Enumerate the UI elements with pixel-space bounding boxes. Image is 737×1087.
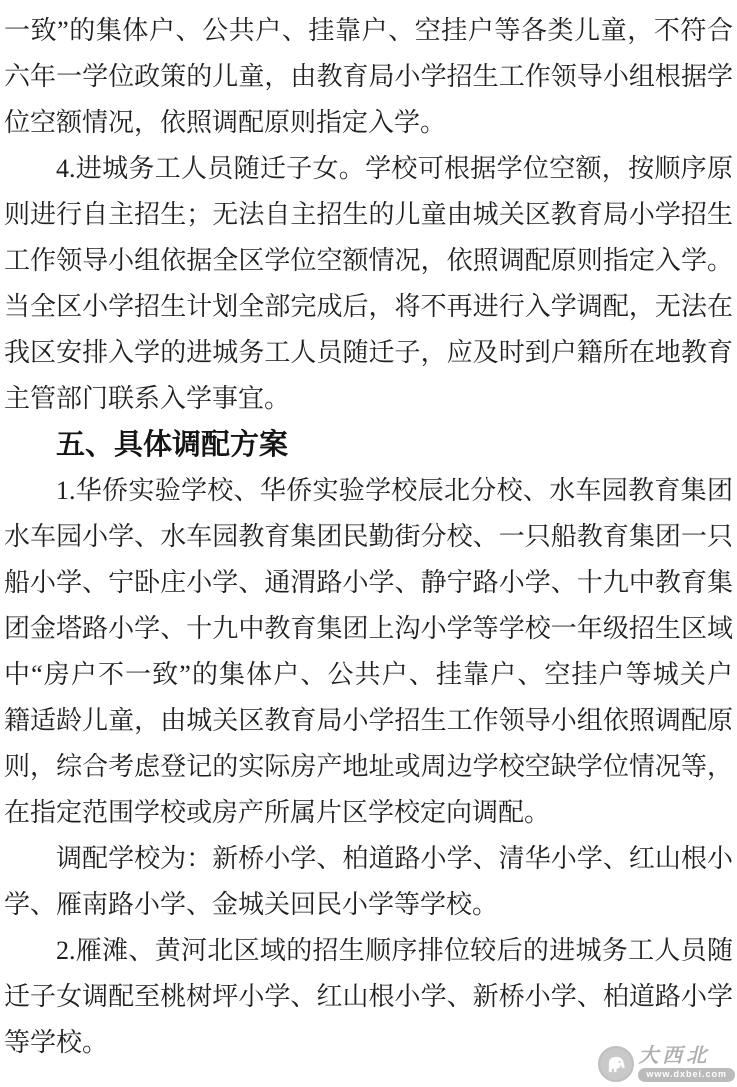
- document-line: 水车园小学、水车园教育集团民勤街分校、一只船教育集团一只: [4, 522, 733, 551]
- document-line: 一致”的集体户、公共户、挂靠户、空挂户等各类儿童，不符合: [4, 16, 733, 45]
- watermark-site-name: 大西北: [638, 1045, 711, 1067]
- document-line: 4.进城务工人员随迁子女。学校可根据学位空额，按顺序原: [56, 154, 733, 183]
- elephant-logo-icon: [598, 1046, 634, 1082]
- document-line: 则进行自主招生；无法自主招生的儿童由城关区教育局小学招生: [4, 200, 733, 229]
- document-line: 六年一学位政策的儿童，由教育局小学招生工作领导小组根据学: [4, 62, 733, 91]
- site-watermark: [598, 1046, 735, 1082]
- document-line: 位空额情况，依照调配原则指定入学。: [4, 108, 447, 137]
- document-line: 主管部门联系入学事宜。: [4, 384, 291, 413]
- document-line: 在指定范围学校或房产所属片区学校定向调配。: [4, 798, 551, 827]
- document-line: 2.雁滩、黄河北区域的招生顺序排位较后的进城务工人员随: [56, 936, 733, 965]
- document-line: 中“房户不一致”的集体户、公共户、挂靠户、空挂户等城关户: [4, 660, 733, 689]
- document-line: 等学校。: [4, 1028, 109, 1057]
- document-line: 船小学、宁卧庄小学、通渭路小学、静宁路小学、十九中教育集: [4, 568, 733, 597]
- document-line: 当全区小学招生计划全部完成后，将不再进行入学调配，无法在: [4, 292, 733, 321]
- document-line: 籍适龄儿童，由城关区教育局小学招生工作领导小组依照调配原: [4, 706, 733, 735]
- document-line: 迁子女调配至桃树坪小学、红山根小学、新桥小学、柏道路小学: [4, 982, 733, 1011]
- watermark-site-url: www.dxbei.com: [638, 1068, 735, 1082]
- document-line: 团金塔路小学、十九中教育集团上沟小学等学校一年级招生区域: [4, 614, 733, 643]
- section-heading: 五、具体调配方案: [56, 429, 289, 461]
- document-line: 学、雁南路小学、金城关回民小学等学校。: [4, 890, 499, 919]
- document-line: 则，综合考虑登记的实际房产地址或周边学校空缺学位情况等，: [4, 752, 733, 781]
- watermark-text-block: [638, 1046, 735, 1082]
- document-line: 调配学校为：新桥小学、柏道路小学、清华小学、红山根小: [56, 844, 733, 873]
- document-line: 1.华侨实验学校、华侨实验学校辰北分校、水车园教育集团: [56, 476, 733, 505]
- document-line: 我区安排入学的进城务工人员随迁子，应及时到户籍所在地教育: [4, 338, 733, 367]
- document-line: 工作领导小组依据全区学位空额情况，依照调配原则指定入学。: [4, 246, 733, 275]
